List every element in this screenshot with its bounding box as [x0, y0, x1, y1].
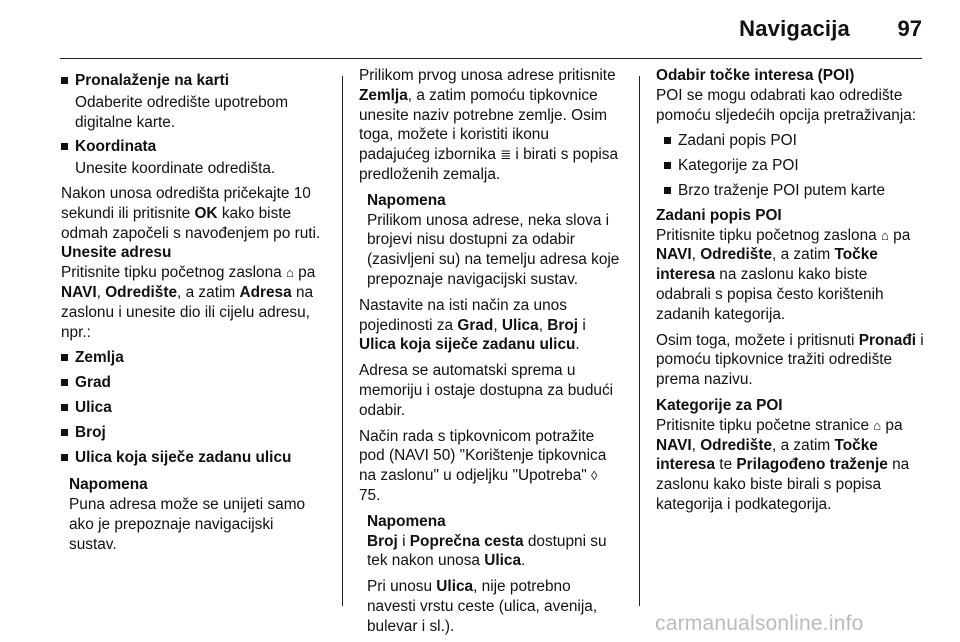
paragraph: Adresa se automatski sprema u memoriju i ostaje dostupna za budući odabir.	[359, 362, 614, 419]
paragraph: Nakon unosa odredišta pričekajte 10 sekundi ili pritisnite OK kako biste odmah započeli s navođenjem po ruti.	[61, 184, 321, 242]
column-2	[359, 66, 623, 637]
list-item: Zadani popis POI	[664, 131, 926, 151]
list-item: Koordinata Unesite koordinate odredišta.	[61, 137, 323, 179]
dropdown-list-icon: ≣	[500, 147, 512, 163]
page-number: 97	[897, 16, 922, 41]
note-box: Napomena Prilikom unosa adrese, neka slova i brojevi nisu dostupni za odabir (zasivljeni su) na temelju adresa koje prepoznaje navigacijski sustav.	[367, 191, 620, 288]
page-header	[0, 0, 960, 60]
list-item: Brzo traženje POI putem karte	[664, 181, 926, 201]
paragraph: Način rada s tipkovnicom potražite pod (NAVI 50) "Korištenje tipkovnica na zaslonu" u odjeljku "Upotreba" ◊ 75.	[359, 427, 607, 504]
section-heading: Kategorije za POI	[656, 396, 783, 414]
paragraph: Nastavite na isti način za unos pojedinosti za Grad, Ulica, Broj i Ulica koja siječe zadanu ulicu.	[359, 296, 586, 354]
list-item: Pronalaženje na karti Odaberite odredište upotrebom digitalne karte.	[61, 71, 323, 132]
section-heading: Odabir točke interesa (POI)	[656, 67, 855, 84]
paragraph: Pritisnite tipku početne stranice ⌂ pa NAVI, Odredište, a zatim Točke interesa te Prilagođeno traženje na zaslonu kako biste birali s popisa kategorija i podkategorija.	[656, 416, 910, 513]
paragraph: Pritisnite tipku početnog zaslona ⌂ pa NAVI, Odredište, a zatim Adresa na zaslonu i unesite dio ili cijelu adresu, npr.:	[61, 264, 316, 341]
column-divider	[342, 76, 343, 606]
paragraph: POI se mogu odabrati kao odredište pomoću sljedećih opcija pretraživanja:	[656, 86, 917, 124]
list-item: Ulica koja siječe zadanu ulicu	[61, 448, 323, 468]
note-box: Napomena Puna adresa može se unijeti samo ako je prepoznaje navigacijski sustav.	[69, 476, 306, 553]
reference-arrow-icon: ◊	[591, 468, 598, 484]
section-heading: Zadani popis POI	[656, 206, 782, 224]
column-1	[61, 66, 323, 555]
list-item: Broj	[61, 423, 323, 443]
home-icon: ⌂	[286, 265, 294, 281]
home-icon: ⌂	[873, 417, 882, 433]
list-item: Grad	[61, 373, 323, 393]
list-item: Ulica	[61, 398, 323, 418]
paragraph: Prilikom prvog unosa adrese pritisnite Zemlja, a zatim pomoću tipkovnice unesite naziv potrebne zemlje. Osim toga, možete i koristiti ikonu padajućeg izbornika ≣ i birati s popisa predloženih zemalja.	[359, 67, 619, 183]
list-item: Kategorije za POI	[664, 156, 926, 176]
note-box: Napomena Broj i Poprečna cesta dostupni su tek nakon unosa Ulica. Pri unosu Ulica, nije potrebno navesti vrstu ceste (ulica, avenija, bulevar i sl.).	[367, 512, 607, 635]
paragraph: Osim toga, možete i pritisnuti Pronađi i pomoću tipkovnice tražiti odredište prema nazivu.	[656, 331, 924, 389]
watermark: carmanualsonline.info	[655, 612, 864, 635]
page-title: Navigacija	[739, 16, 850, 41]
paragraph: Pritisnite tipku početnog zaslona ⌂ pa NAVI, Odredište, a zatim Točke interesa na zaslonu kako biste odabrali s popisa često korištenih zadanih kategorija.	[656, 226, 911, 323]
section-heading: Unesite adresu	[61, 244, 172, 262]
column-3	[656, 66, 926, 515]
home-icon: ⌂	[881, 227, 889, 243]
header-rule	[60, 58, 922, 59]
list-item: Zemlja	[61, 348, 323, 368]
column-divider	[639, 76, 640, 606]
